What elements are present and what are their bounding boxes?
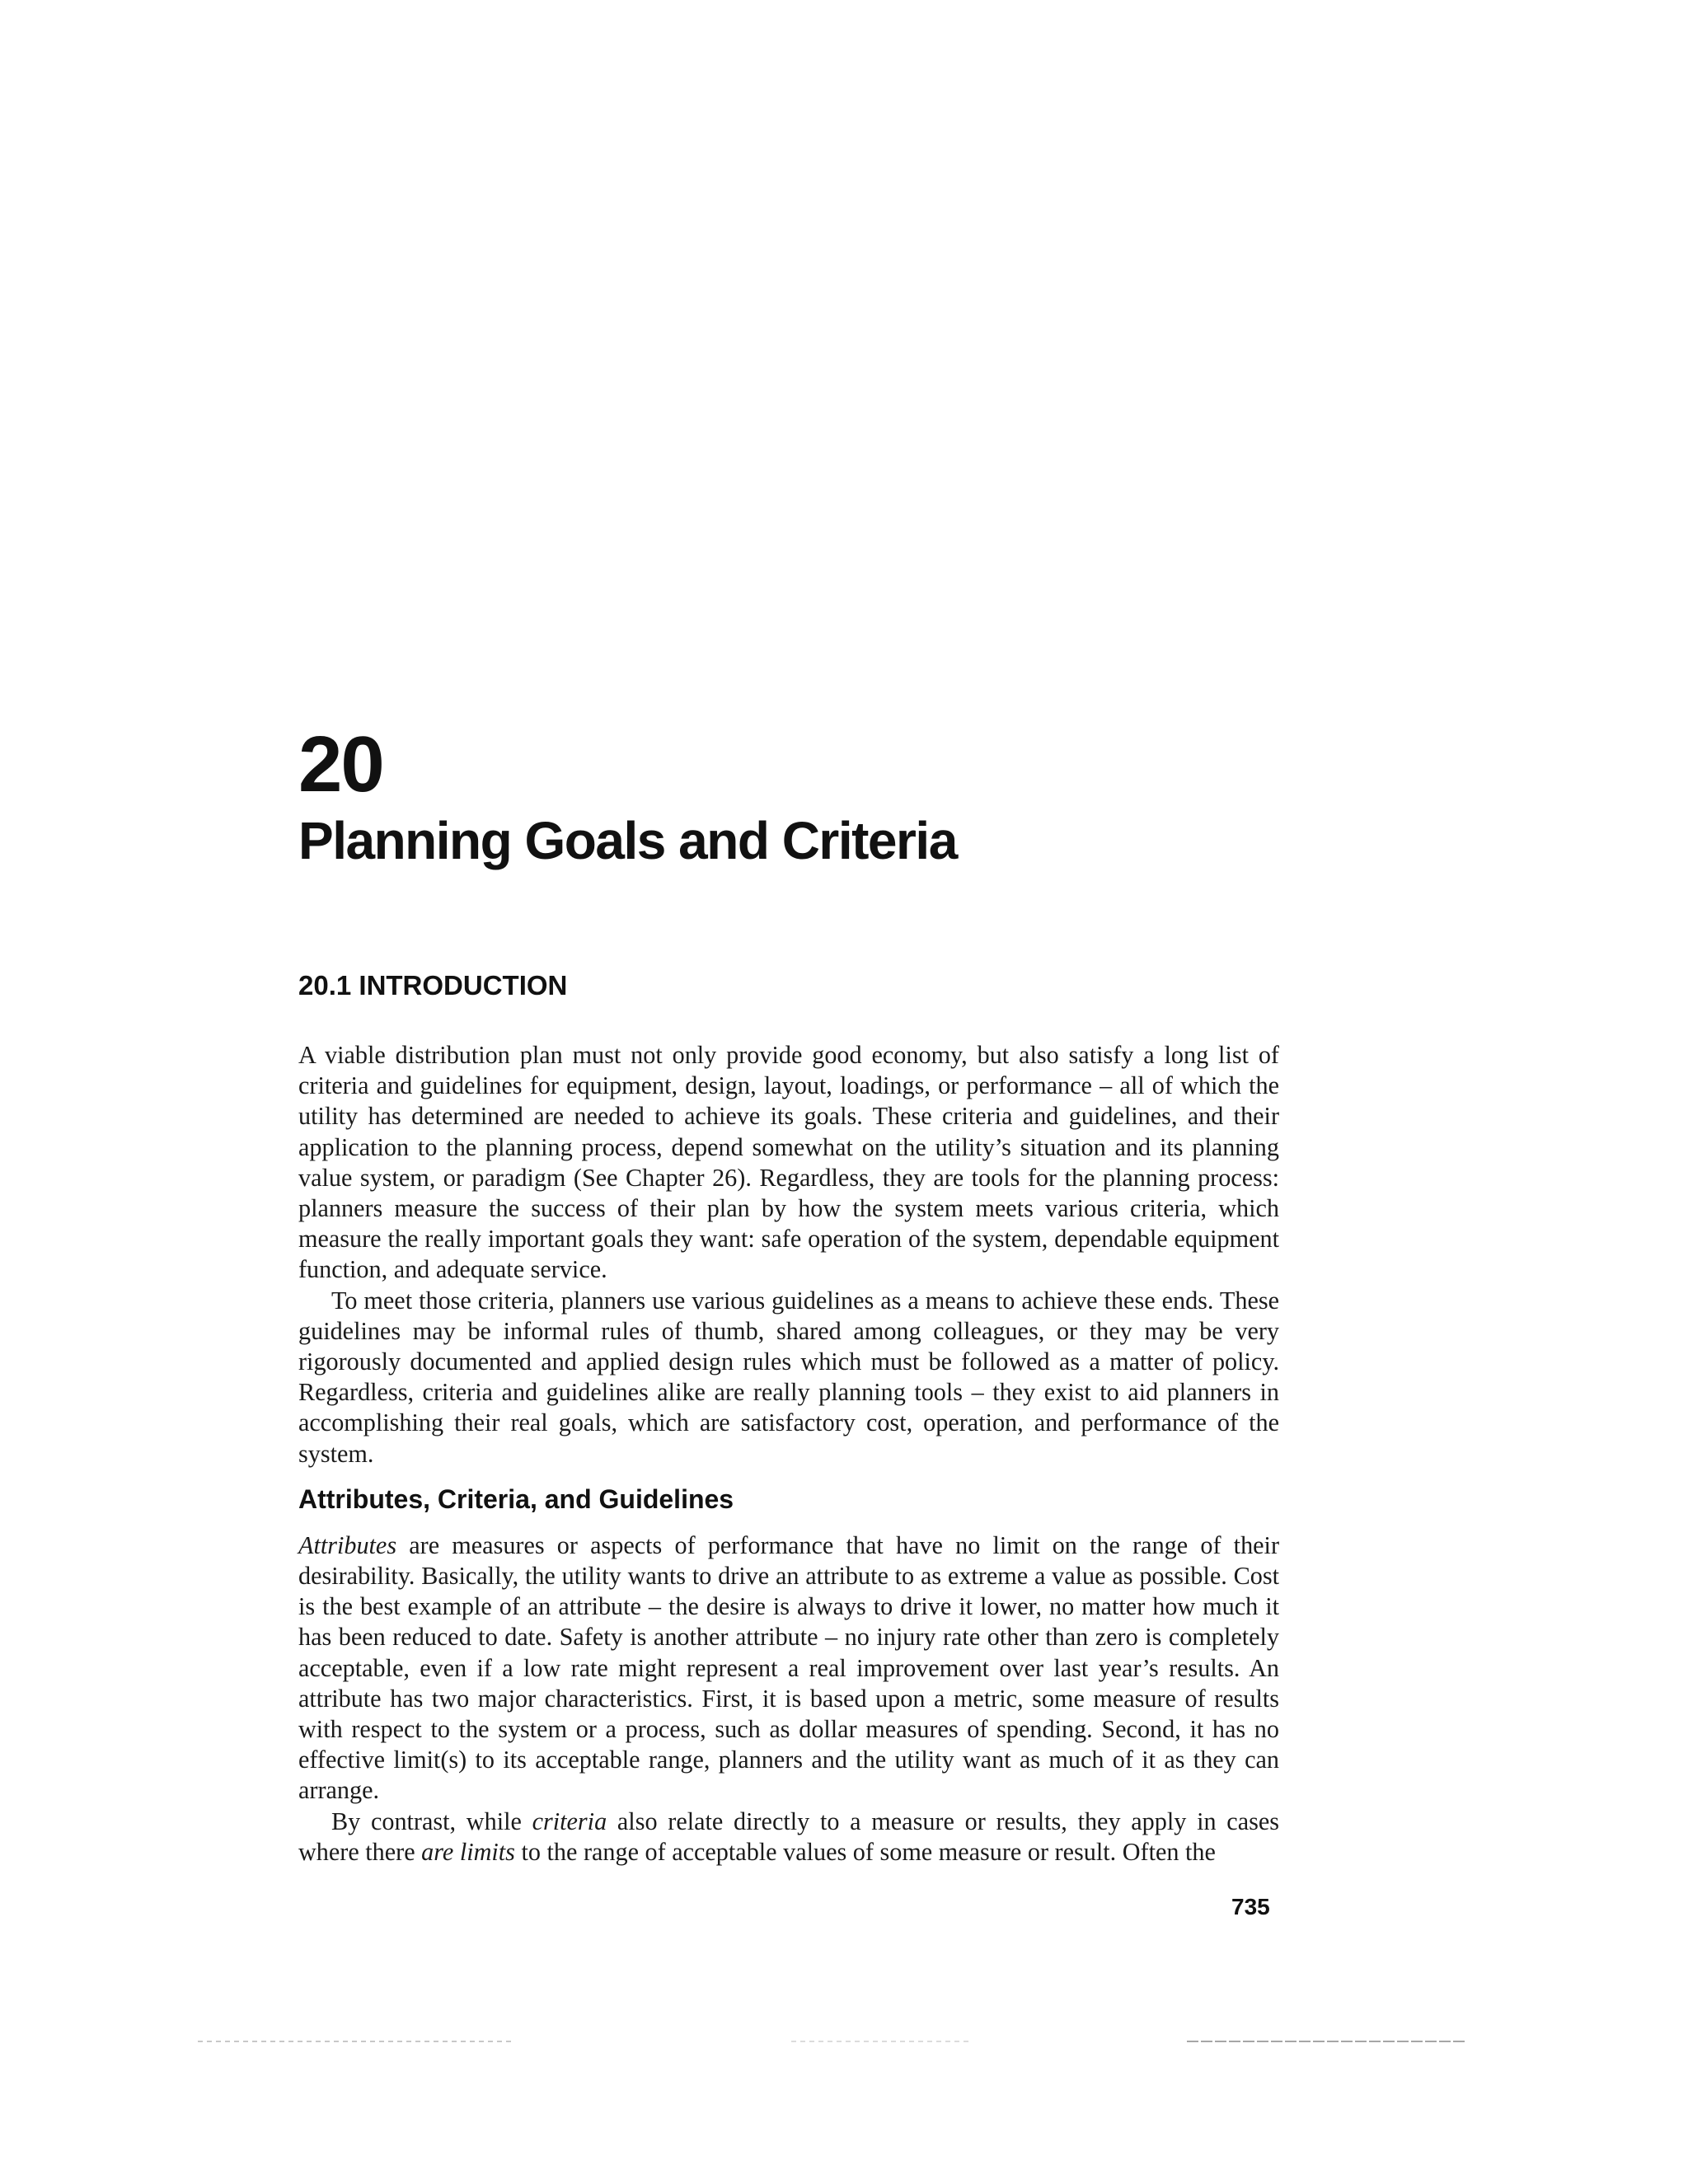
chapter-title: Planning Goals and Criteria — [298, 811, 957, 870]
scan-artifact-right — [1187, 2041, 1467, 2042]
criteria-paragraph — [298, 1807, 1279, 1868]
term-criteria: criteria — [532, 1807, 607, 1835]
chapter-number: 20 — [298, 720, 383, 808]
intro-paragraph-1: A viable distribution plan must not only provide good economy, but also satisfy a long list of criteria and guidelines for equipment, design, layout, loadings, or performance – all of which the utility has determined are needed to achieve its goals. These criteria and guidelines, and their application to the planning process, depend somewhat on the utility’s situation and its planning value system, or paradigm (See Chapter 26). Regardless, they are tools for the planning process: planners measure the success of their plan by how the system meets various criteria, which measure the really important goals they want: safe operation of the system, dependable equipment function, and adequate service. — [298, 1041, 1279, 1284]
body-column — [298, 969, 1279, 1868]
criteria-paragraph-text-a: By contrast, while — [331, 1807, 532, 1835]
scan-artifact-left — [198, 2041, 511, 2042]
subsection-heading: Attributes, Criteria, and Guidelines — [298, 1483, 734, 1514]
criteria-paragraph-text-b: also relate directly to a measure or results, they apply in cases where there — [298, 1807, 1279, 1866]
term-are-limits: are limits — [421, 1837, 515, 1866]
section-heading: 20.1 INTRODUCTION — [298, 970, 568, 1001]
scan-artifact-middle — [791, 2041, 973, 2042]
page-number: 735 — [1231, 1894, 1270, 1919]
intro-paragraph-2: To meet those criteria, planners use various guidelines as a means to achieve these ends. These guidelines may be informal rules of thumb, shared among colleagues, or they may be very rigorously documented and applied design rules which must be followed as a matter of policy. Regardless, criteria and guidelines alike are really planning tools – they exist to aid planners in accomplishing their real goals, which are satisfactory cost, operation, and performance of the system. — [298, 1286, 1279, 1468]
term-attributes: Attributes — [298, 1530, 397, 1559]
criteria-paragraph-text-c: to the range of acceptable values of some measure or result. Often the — [514, 1837, 1216, 1866]
attributes-paragraph — [298, 1530, 1279, 1807]
attributes-paragraph-text: are measures or aspects of performance that have no limit on the range of their desirability. Basically, the utility wants to drive an attribute to as extreme a value as possible. Cost is the best example of an attribute – the desire is always to drive it lower, no matter how much it has been reduced to date. Safety is another attribute – no injury rate other than zero is completely acceptable, even if a low rate might represent a real improvement over last year’s results. An attribute has two major characteristics. First, it is based upon a metric, some measure of results with respect to the system or a process, such as dollar measures of spending. Second, it has no effective limit(s) to its acceptable range, planners and the utility want as much of it as they can arrange. — [298, 1530, 1279, 1805]
